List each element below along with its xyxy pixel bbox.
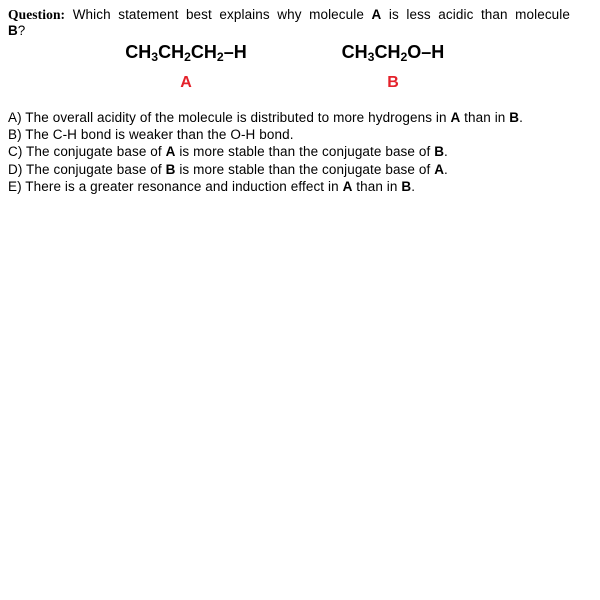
- answer-option-d: D) The conjugate base of B is more stable than the conjugate base of A.: [8, 161, 448, 177]
- molecule-b: [308, 41, 478, 92]
- answer-option-b: B) The C-H bond is weaker than the O-H bond.: [8, 127, 294, 143]
- answer-option-e: E) There is a greater resonance and induction effect in A than in B.: [8, 178, 416, 194]
- question-text-line-1: Question: Which statement best explains why molecule A is less acidic than molecule: [8, 7, 570, 22]
- molecule-a-label: A: [180, 74, 192, 91]
- molecule-b-formula: $CH_3CH_2O-H$: [341, 42, 445, 65]
- answer-option-c: C) The conjugate base of A is more stable than the conjugate base of B.: [8, 144, 448, 160]
- answer-options: [8, 109, 592, 195]
- answer-option-a: A) The overall acidity of the molecule is distributed to more hydrogens in A than in B.: [8, 110, 523, 125]
- molecule-b-label: B: [387, 74, 399, 91]
- molecule-a: [101, 41, 271, 92]
- molecule-a-formula: $CH_3CH_2CH_2-H$: [125, 42, 247, 65]
- question-text-line-2: B?: [8, 23, 26, 38]
